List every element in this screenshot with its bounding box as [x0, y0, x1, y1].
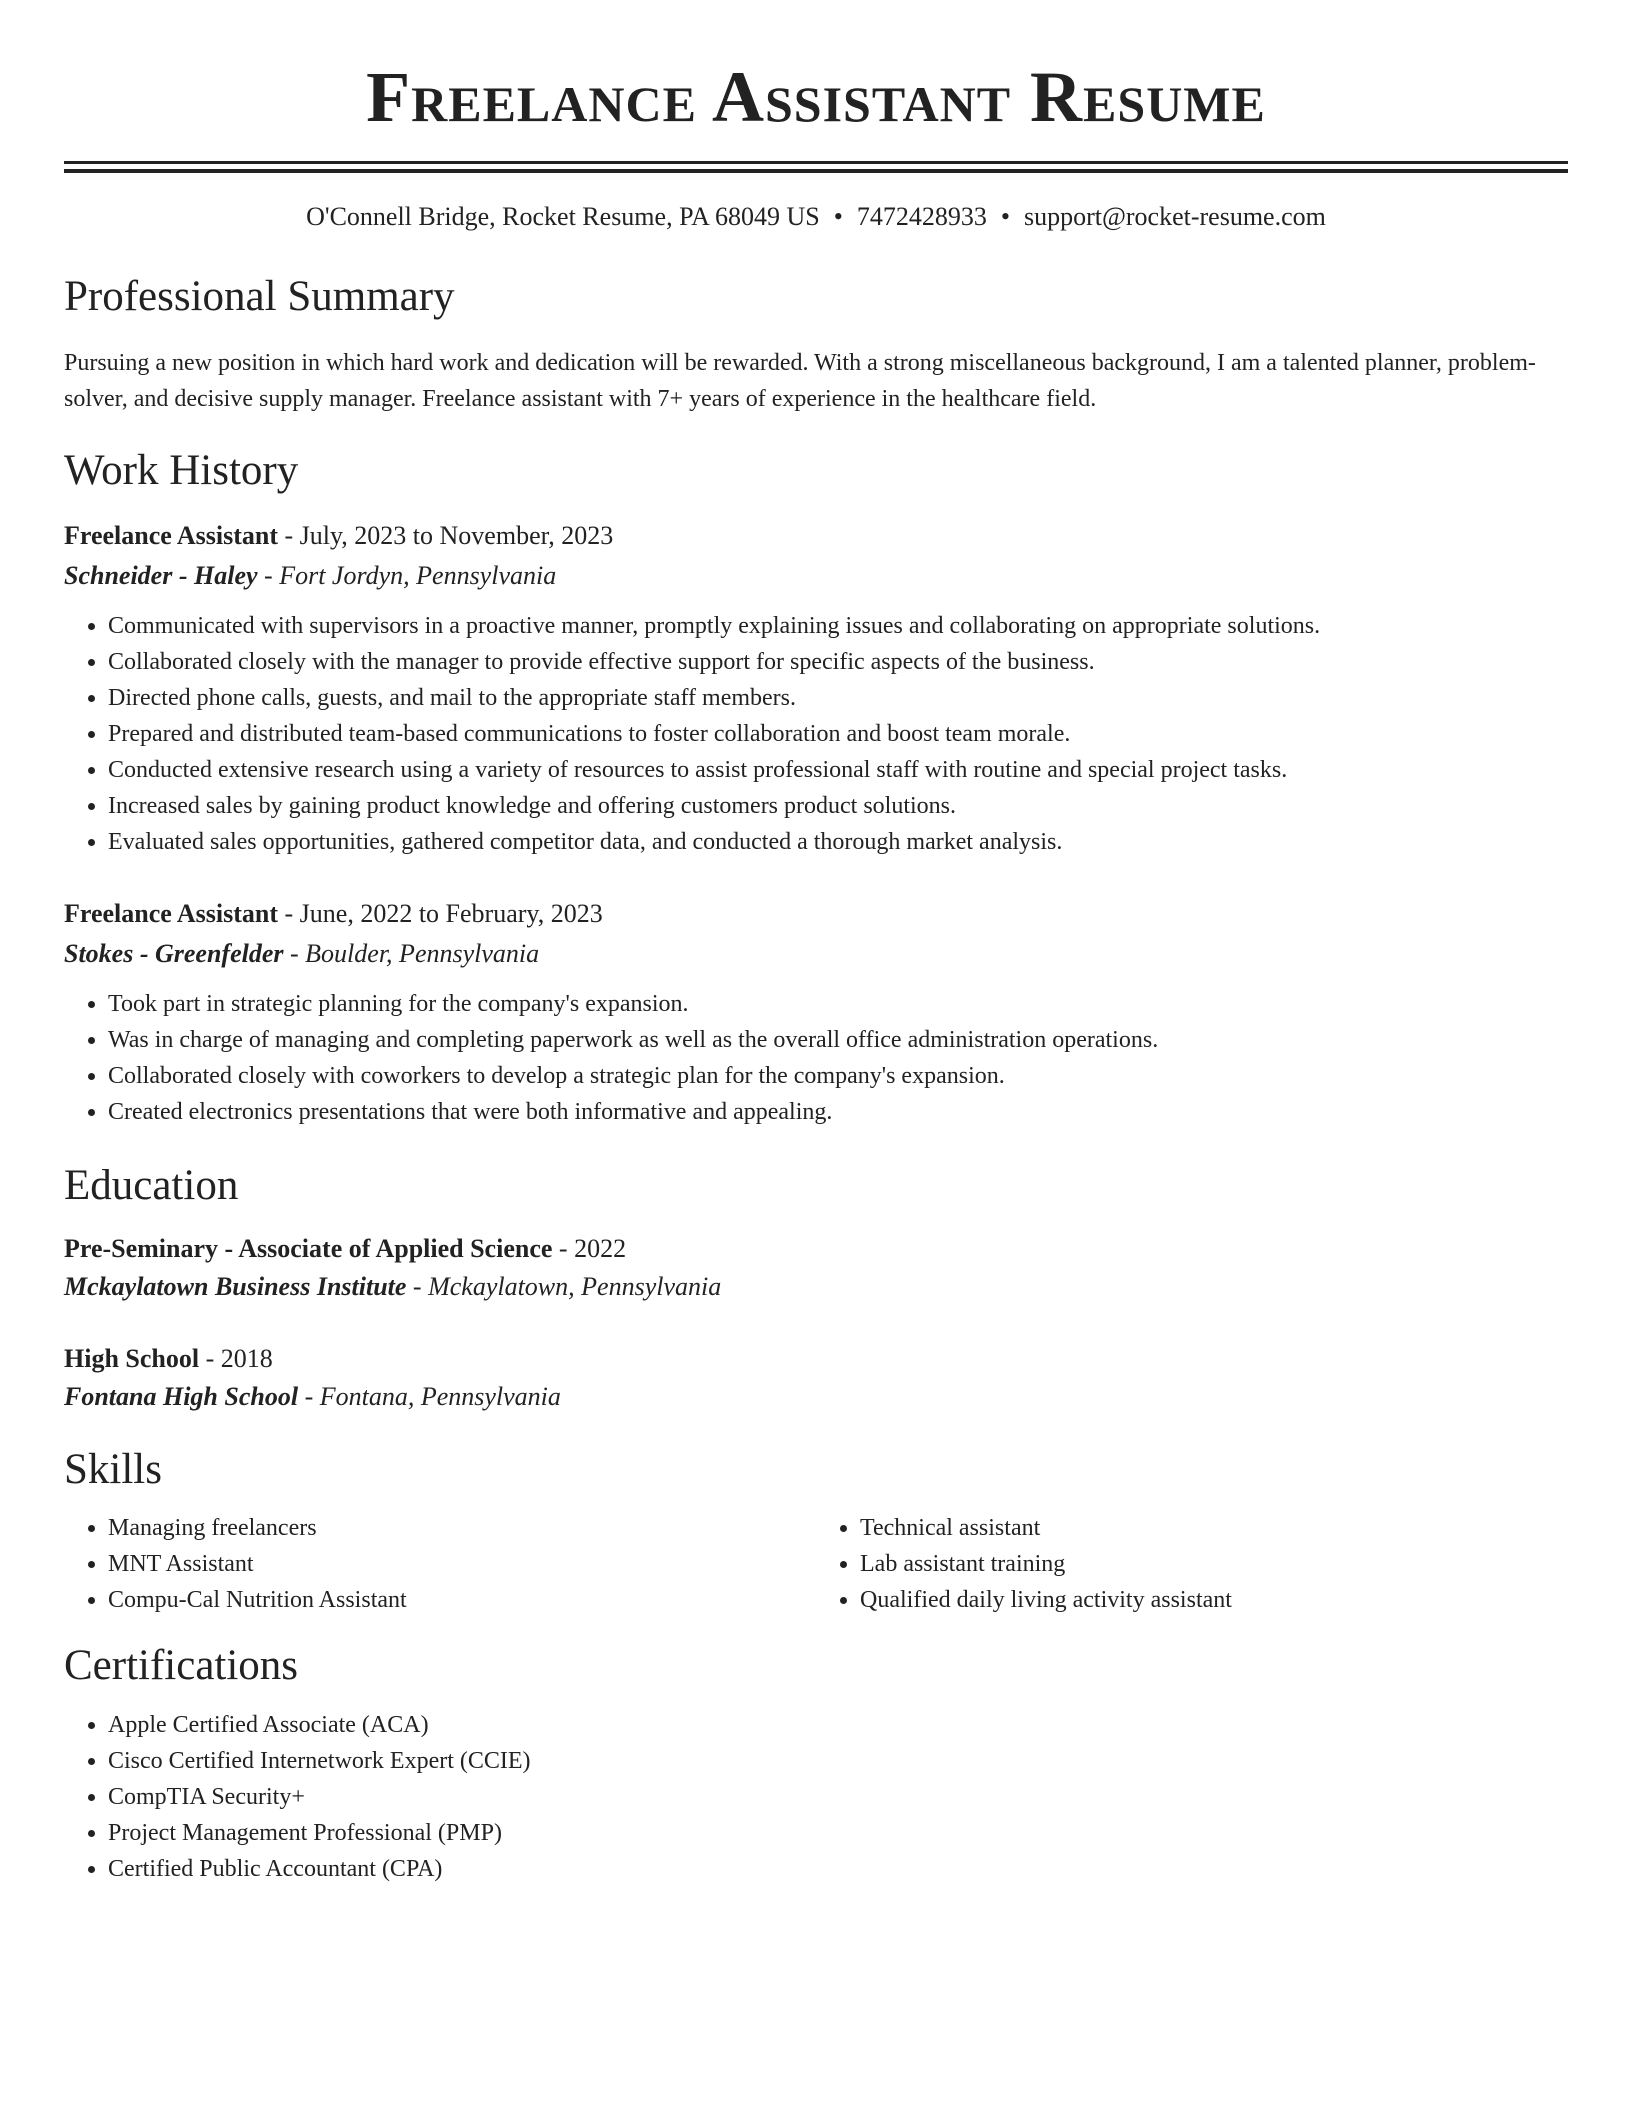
skills-heading: Skills	[64, 1445, 162, 1493]
job-bullet: • Prepared and distributed team-based communications to foster collaboration and boost team morale.	[108, 716, 1568, 752]
certification-item: • Cisco Certified Internetwork Expert (CCIE)	[108, 1743, 1568, 1779]
skills-list	[816, 1510, 1568, 1618]
job-dates: - July, 2023 to November, 2023	[278, 521, 614, 551]
job-bullet: • Collaborated closely with the manager to provide effective support for specific aspects of the business.	[108, 644, 1568, 680]
skill-item: • Managing freelancers	[108, 1510, 816, 1546]
job-entry	[64, 894, 1568, 1130]
job-bullet-list	[64, 986, 1568, 1130]
job-company: Stokes - Greenfelder	[64, 939, 284, 969]
work-history-heading: Work History	[64, 446, 299, 494]
contact-email: support@rocket-resume.com	[1023, 201, 1326, 231]
job-title: Freelance Assistant	[64, 521, 278, 551]
job-dates: - June, 2022 to February, 2023	[278, 899, 603, 929]
contact-separator: •	[1000, 201, 1010, 231]
skill-item: • MNT Assistant	[108, 1546, 816, 1582]
job-bullet: • Collaborated closely with coworkers to develop a strategic plan for the company's expansion.	[108, 1058, 1568, 1094]
certification-item: • Apple Certified Associate (ACA)	[108, 1707, 1568, 1743]
job-bullet: • Evaluated sales opportunities, gathered competitor data, and conducted a thorough market analysis.	[108, 824, 1568, 860]
contact-separator: •	[833, 201, 843, 231]
education-school-line	[64, 1378, 1568, 1416]
education-degree: High School	[64, 1343, 200, 1373]
resume-title: Freelance Assistant Resume	[366, 57, 1266, 137]
job-bullet: • Communicated with supervisors in a proactive manner, promptly explaining issues and collaborating on appropriate solutions.	[108, 608, 1568, 644]
job-bullet: • Directed phone calls, guests, and mail to the appropriate staff members.	[108, 680, 1568, 716]
education-location: - Mckaylatown, Pennsylvania	[406, 1271, 722, 1301]
education-year: - 2022	[552, 1233, 627, 1263]
education-location: - Fontana, Pennsylvania	[298, 1381, 561, 1411]
education-degree-line	[64, 1340, 1568, 1378]
education-school-line	[64, 1268, 1568, 1306]
skill-item: • Compu-Cal Nutrition Assistant	[108, 1582, 816, 1618]
education-degree-line	[64, 1230, 1568, 1268]
job-bullet: • Increased sales by gaining product knowledge and offering customers product solutions.	[108, 788, 1568, 824]
job-title-line	[64, 894, 1568, 934]
job-company-line	[64, 934, 1568, 974]
skills-grid	[64, 1504, 1568, 1618]
title-divider-top	[64, 161, 1568, 164]
contact-address: O'Connell Bridge, Rocket Resume, PA 68049 US	[306, 201, 820, 231]
job-title-line	[64, 516, 1568, 556]
skills-column-left	[64, 1504, 816, 1618]
certifications-list	[64, 1707, 1568, 1887]
certifications-heading: Certifications	[64, 1641, 299, 1689]
contact-phone: 7472428933	[856, 201, 987, 231]
skill-item: • Lab assistant training	[860, 1546, 1568, 1582]
education-school: Fontana High School	[64, 1381, 299, 1411]
job-title: Freelance Assistant	[64, 899, 278, 929]
certification-item: • CompTIA Security+	[108, 1779, 1568, 1815]
job-bullet: • Created electronics presentations that were both informative and appealing.	[108, 1094, 1568, 1130]
job-location: - Boulder, Pennsylvania	[283, 939, 540, 969]
job-bullet: • Was in charge of managing and completing paperwork as well as the overall office administration operations.	[108, 1022, 1568, 1058]
summary-text: Pursuing a new position in which hard work and dedication will be rewarded. With a strong miscellaneous background, I am a talented planner, problem-solver, and decisive supply manager. Freelance assistant with 7+ years of experience in the healthcare field.	[64, 349, 1536, 412]
job-bullet: • Conducted extensive research using a variety of resources to assist professional staff with routine and special project tasks.	[108, 752, 1568, 788]
education-school: Mckaylatown Business Institute	[64, 1271, 407, 1301]
contact-line	[64, 199, 1568, 235]
education-year: - 2018	[199, 1343, 273, 1373]
certifications-bullet-list	[64, 1707, 1568, 1887]
job-entry	[64, 516, 1568, 860]
job-company-line	[64, 556, 1568, 596]
certification-item: • Project Management Professional (PMP)	[108, 1815, 1568, 1851]
education-heading: Education	[64, 1162, 239, 1210]
summary-heading: Professional Summary	[64, 273, 455, 321]
education-entry	[64, 1230, 1568, 1306]
job-bullet: • Took part in strategic planning for the company's expansion.	[108, 986, 1568, 1022]
education-entry	[64, 1340, 1568, 1416]
skills-column-right	[816, 1504, 1568, 1618]
education-degree: Pre-Seminary - Associate of Applied Science	[64, 1233, 553, 1263]
job-location: - Fort Jordyn, Pennsylvania	[257, 561, 557, 591]
skills-list	[64, 1510, 816, 1618]
skill-item: • Qualified daily living activity assistant	[860, 1582, 1568, 1618]
job-company: Schneider - Haley	[64, 561, 258, 591]
title-divider-bottom	[64, 169, 1568, 173]
job-bullet-list	[64, 608, 1568, 860]
skill-item: • Technical assistant	[860, 1510, 1568, 1546]
certification-item: • Certified Public Accountant (CPA)	[108, 1851, 1568, 1887]
